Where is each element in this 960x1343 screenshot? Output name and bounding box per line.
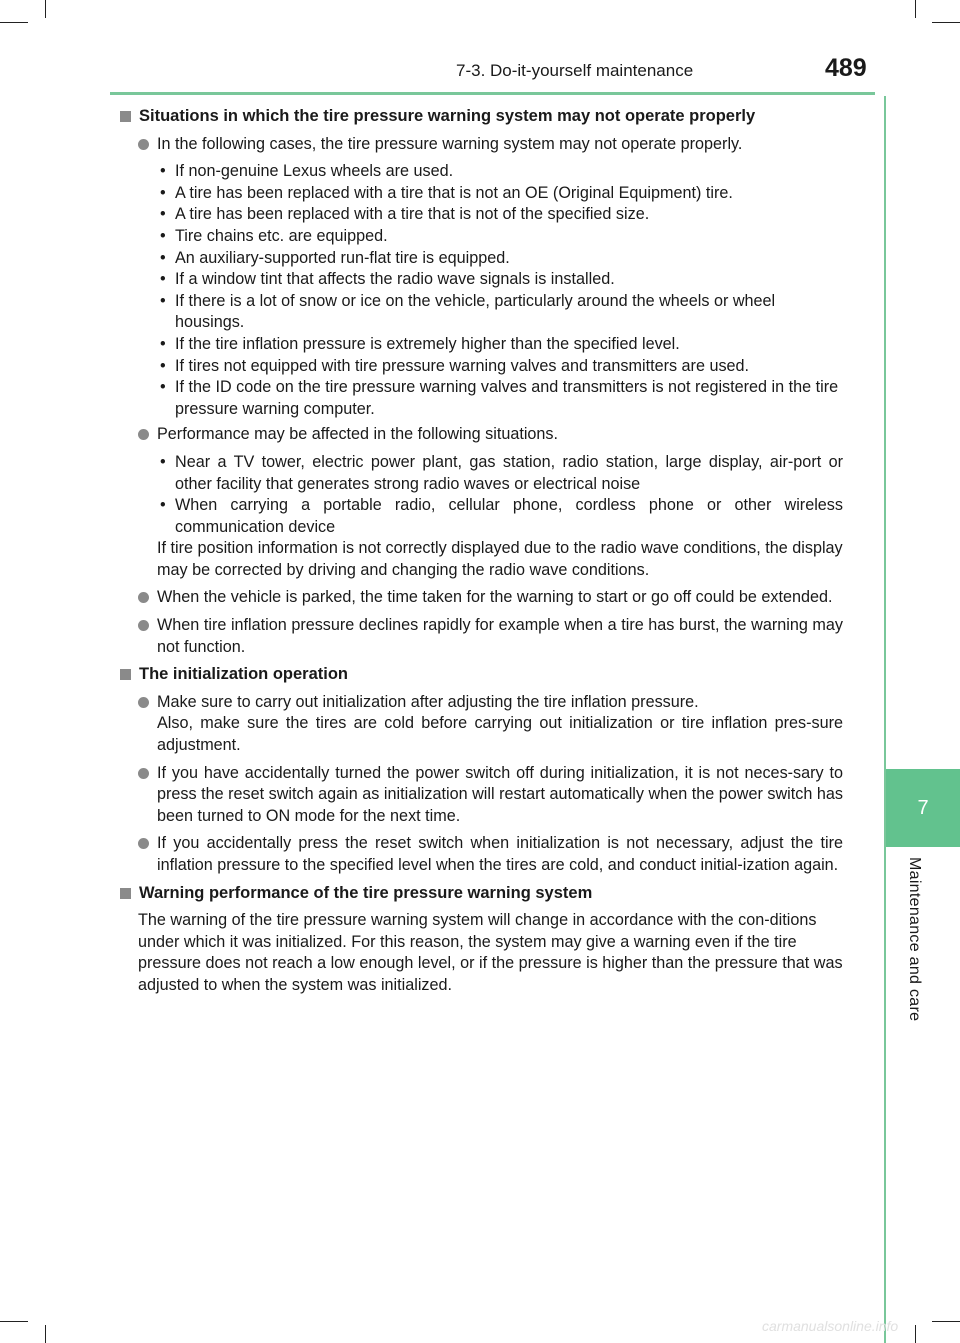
- page-number: 489: [825, 54, 867, 82]
- sub-item: • A tire has been replaced with a tire that is not of the specified size.: [160, 205, 650, 224]
- section-heading: Situations in which the tire pressure warning system may not operate properly: [119, 106, 843, 128]
- list-item: When tire inflation pressure declines rapidly for example when a tire has burst, the warning may not function.: [137, 615, 843, 658]
- round-bullet-icon: [138, 838, 149, 849]
- square-bullet-icon: [120, 669, 131, 680]
- note-text: If tire position information is not correctly displayed due to the radio wave conditions, the display may be corrected by driving and changing the radio wave conditions.: [157, 539, 843, 579]
- sub-item: • Near a TV tower, electric power plant, gas station, radio station, large display, air-port or other facility that generates strong radio waves or electrical noise: [160, 452, 843, 493]
- sub-item: • If non-genuine Lexus wheels are used.: [160, 162, 454, 181]
- list-item: If you have accidentally turned the power switch off during initialization, it is not neces-sary to press the reset switch again as initialization will restart automatically when the power switch has been turned to ON mode for the next time.: [137, 763, 843, 828]
- side-divider: [884, 96, 886, 1343]
- crop-mark: [0, 22, 28, 23]
- crop-mark: [932, 1321, 960, 1322]
- section-title: 7-3. Do-it-yourself maintenance: [456, 61, 694, 80]
- section-heading: The initialization operation: [119, 664, 843, 686]
- list-item: Performance may be affected in the following situations.: [137, 424, 843, 446]
- sub-item: • If the tire inflation pressure is extremely higher than the specified level.: [160, 334, 680, 353]
- round-bullet-icon: [138, 592, 149, 603]
- crop-mark: [932, 22, 960, 23]
- sub-item: • Tire chains etc. are equipped.: [160, 226, 388, 245]
- crop-mark: [915, 1325, 916, 1343]
- sub-item: • If there is a lot of snow or ice on the vehicle, particularly around the wheels or wheel housings.: [160, 291, 776, 332]
- square-bullet-icon: [120, 888, 131, 899]
- round-bullet-icon: [138, 697, 149, 708]
- crop-mark: [0, 1321, 28, 1322]
- sub-item: • If tires not equipped with tire pressure warning valves and transmitters are used.: [160, 356, 750, 375]
- header-rule: [110, 92, 875, 95]
- sub-item: • If the ID code on the tire pressure warning valves and transmitters is not registered in the tire pressure warning computer.: [160, 378, 839, 418]
- chapter-number: 7: [917, 796, 929, 819]
- list-item: In the following cases, the tire pressure warning system may not operate properly.: [137, 134, 843, 156]
- list-item: When the vehicle is parked, the time taken for the warning to start or go off could be extended.: [137, 587, 843, 609]
- sub-item: • An auxiliary-supported run-flat tire is equipped.: [160, 248, 510, 267]
- list-item: Make sure to carry out initialization after adjusting the tire inflation pressure. Also, make sure the tires are cold before carrying out initialization or tire inflation pres-sure adjustment.: [137, 692, 843, 757]
- chapter-label: Maintenance and care: [906, 857, 923, 1022]
- sub-item: • If a window tint that affects the radio wave signals is installed.: [160, 270, 615, 289]
- round-bullet-icon: [138, 139, 149, 150]
- square-bullet-icon: [120, 111, 131, 122]
- round-bullet-icon: [138, 429, 149, 440]
- page-body: [119, 106, 843, 1003]
- crop-mark: [915, 0, 916, 18]
- list-item: If you accidentally press the reset switch when initialization is not necessary, adjust the tire inflation pressure to the specified level when the tires are cold, and conduct initial-ization again.: [137, 833, 843, 876]
- section-heading: Warning performance of the tire pressure warning system: [119, 883, 843, 905]
- round-bullet-icon: [138, 620, 149, 631]
- watermark: carmanualsonline.info: [762, 1318, 899, 1334]
- paragraph: The warning of the tire pressure warning system will change in accordance with the con-ditions under which it was initialized. For this reason, the system may give a warning even if the tire pressure does not reach a low enough level, or if the pressure is higher than the pressure that was adjusted to when the system was initialized.: [138, 911, 843, 994]
- round-bullet-icon: [138, 768, 149, 779]
- crop-mark: [45, 0, 46, 18]
- sub-item: • When carrying a portable radio, cellular phone, cordless phone or other wireless communication device: [160, 496, 843, 536]
- chapter-tab: [886, 769, 960, 847]
- sub-item: • A tire has been replaced with a tire that is not an OE (Original Equipment) tire.: [160, 183, 733, 202]
- crop-mark: [45, 1325, 46, 1343]
